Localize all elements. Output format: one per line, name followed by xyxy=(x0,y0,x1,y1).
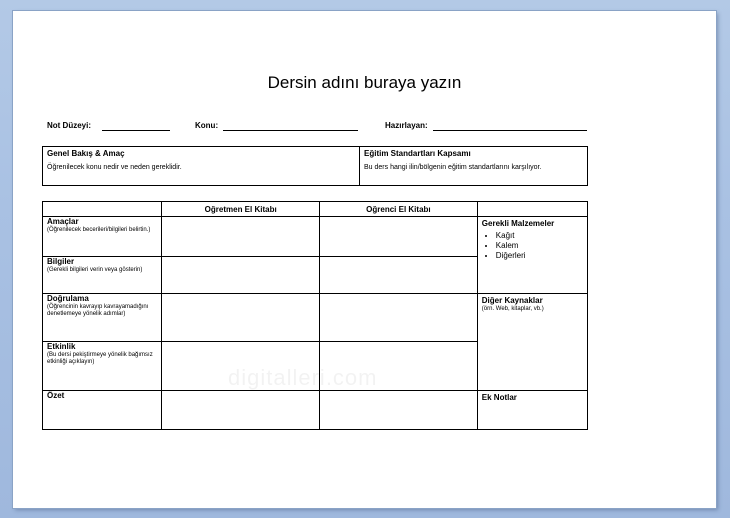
level-label: Not Düzeyi: xyxy=(47,121,91,130)
row-title: Amaçlar xyxy=(47,217,79,226)
row-title: Doğrulama xyxy=(47,294,89,303)
other-resources-cell[interactable] xyxy=(477,294,587,391)
row-subtitle: (Gerekli bilgileri verin veya gösterin) xyxy=(47,267,143,273)
student-cell[interactable] xyxy=(320,217,478,257)
row-label-cell xyxy=(43,294,162,342)
extra-notes-cell[interactable] xyxy=(477,391,587,430)
teacher-column-header: Oğretmen El Kitabı xyxy=(162,202,320,217)
student-cell[interactable] xyxy=(320,257,478,294)
overview-cell[interactable] xyxy=(43,147,360,186)
lesson-title[interactable]: Dersin adını buraya yazın xyxy=(267,73,462,92)
row-subtitle: (Öğrencinin kavrayıp kavrayamadığını denetlemeye yönelik adımlar) xyxy=(47,304,149,317)
side-header-cell xyxy=(477,202,587,217)
prepared-label: Hazırlayan: xyxy=(385,121,428,130)
materials-list xyxy=(482,231,587,261)
teacher-cell[interactable] xyxy=(162,257,320,294)
row-title: Bilgiler xyxy=(47,257,75,266)
standards-text: Bu ders hangi ilin/bölgenin eğitim standartlarını karşılıyor. xyxy=(364,164,542,171)
row-subtitle: (Bu dersi pekiştirmeye yönelik bağımsız etkinliği açıklayın) xyxy=(47,352,153,365)
student-cell[interactable] xyxy=(320,294,478,342)
materials-cell[interactable] xyxy=(477,217,587,294)
topic-label: Konu: xyxy=(195,121,219,130)
teacher-cell[interactable] xyxy=(162,294,320,342)
materials-heading: Gerekli Malzemeler xyxy=(481,219,555,228)
corner-cell xyxy=(43,202,162,217)
lesson-plan-table xyxy=(42,201,588,430)
row-title: Etkinlik xyxy=(47,342,76,351)
extra-notes-heading: Ek Notlar xyxy=(481,393,517,402)
document-page xyxy=(13,11,716,508)
standards-cell[interactable] xyxy=(360,147,588,186)
list-item: • Diğerleri xyxy=(496,251,587,261)
other-resources-text: (örn. Web, kitaplar, vb.) xyxy=(481,306,544,312)
overview-table xyxy=(42,146,588,186)
row-label-cell xyxy=(43,217,162,257)
other-resources-heading: Diğer Kaynaklar xyxy=(481,296,543,305)
standards-heading: Eğitim Standartları Kapsamı xyxy=(364,149,471,158)
row-label-cell xyxy=(43,342,162,391)
row-subtitle: (Öğrenilecek becerileri/bilgileri belirtin.) xyxy=(47,227,151,233)
row-label-cell xyxy=(43,257,162,294)
student-column-header: Oğrenci El Kitabı xyxy=(320,202,478,217)
student-cell[interactable] xyxy=(320,391,478,430)
row-title: Özet xyxy=(47,391,65,400)
list-item: • Kağıt xyxy=(496,231,587,241)
list-item: • Kalem xyxy=(496,241,587,251)
teacher-cell[interactable] xyxy=(162,217,320,257)
overview-text: Öğrenilecek konu nedir ve neden gereklidir. xyxy=(47,164,182,171)
teacher-cell[interactable] xyxy=(162,391,320,430)
row-label-cell xyxy=(43,391,162,430)
watermark: digitalleri.com xyxy=(228,365,378,390)
overview-heading: Genel Bakış & Amaç xyxy=(47,149,125,158)
